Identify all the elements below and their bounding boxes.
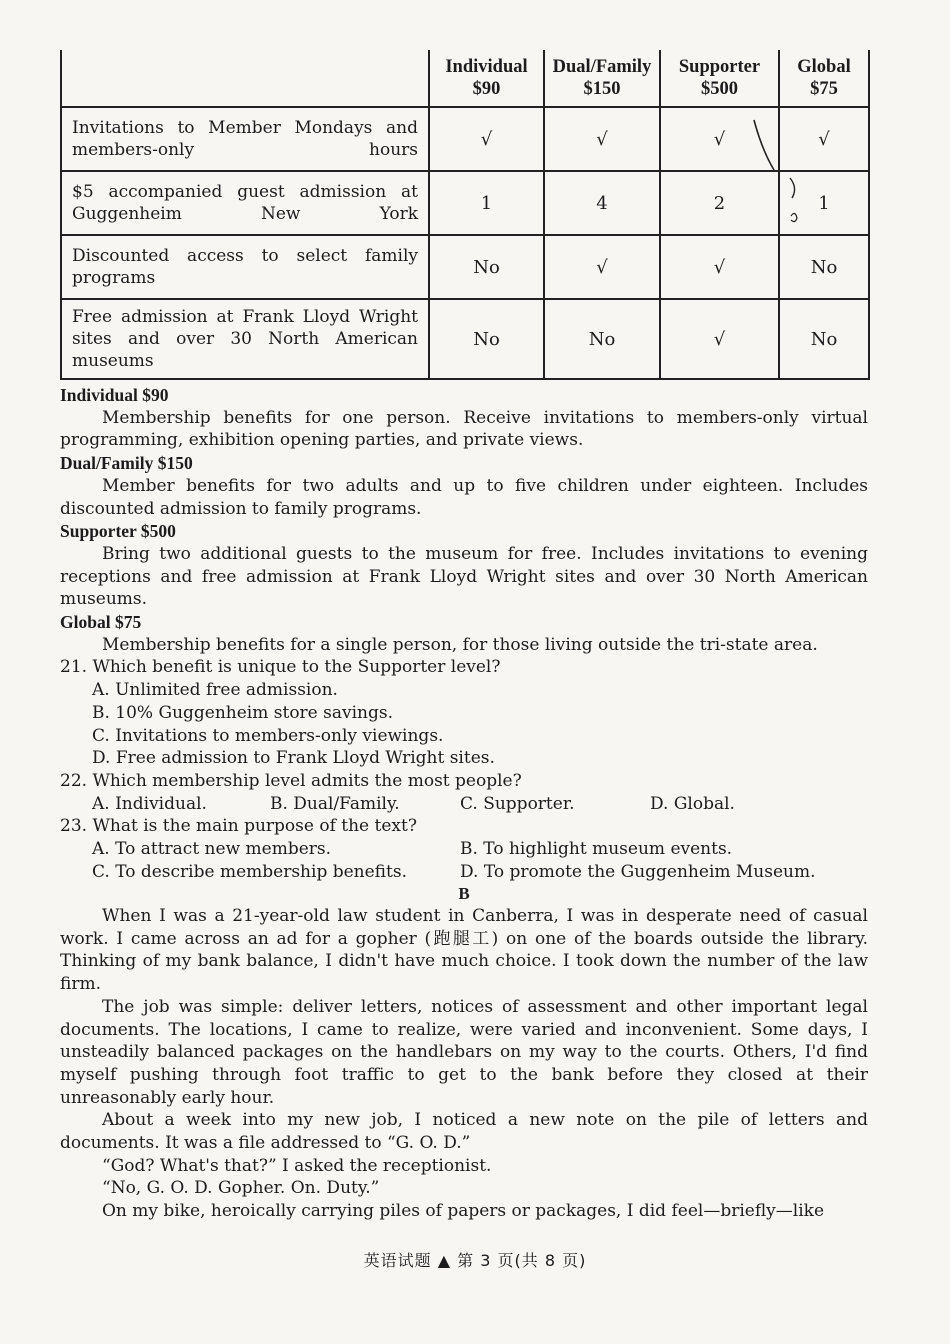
question-23 [60,815,868,883]
value-cell: 1 [779,171,869,235]
value-cell: No [429,235,544,299]
value-cell: No [544,299,660,379]
value-cell: √ [660,107,779,171]
option-d: D. Free admission to Frank Lloyd Wright sites. [92,748,495,769]
feature-cell: Free admission at Frank Lloyd Wright sites and over 30 North American museums [61,299,429,379]
table-row [61,107,869,171]
story-paragraph: The job was simple: deliver letters, notices of assessment and other important legal documents. The locations, I came to realize, were varied and inconvenient. Some days, I unsteadily balanced packages on the handlebars on my way to the courts. Others, I'd find myself pushing through foot traffic to get to the bank before they closed at their unreasonably early hour. [60,996,868,1108]
table-row [61,299,869,379]
value-cell: √ [660,235,779,299]
story-passage [60,905,868,1223]
value-cell: 4 [544,171,660,235]
value-cell: √ [429,107,544,171]
value-cell: No [779,299,869,379]
option-d: D. Global. [650,793,735,814]
value-cell: √ [544,107,660,171]
option-c: C. Invitations to members-only viewings. [92,725,444,746]
value-cell: √ [660,299,779,379]
option-a: A. To attract new members. [92,839,332,860]
header-dual-family: Dual/Family $150 [544,50,660,107]
value-cell: No [429,299,544,379]
story-paragraph: About a week into my new job, I noticed a new note on the pile of letters and documents. It was a file addressed to “G. O. D.” [60,1110,868,1154]
value-cell: 1 [429,171,544,235]
question-stem: 21. Which benefit is unique to the Supporter level? [60,657,501,678]
option-c: C. Supporter. [460,793,575,814]
level-description: Membership benefits for a single person, for those living outside the tri-state area. [102,634,818,655]
option-a: A. Individual. [92,793,207,814]
feature-cell: Invitations to Member Mondays and members-only hours [61,107,429,171]
level-description: Bring two additional guests to the museum for free. Includes invitations to evening receptions and free admission at Frank Lloyd Wright sites and over 30 North American museums. [60,543,868,610]
header-empty-cell [61,50,429,107]
level-title: Dual/Family $150 [60,453,193,474]
value-cell: 2 [660,171,779,235]
header-supporter: Supporter $500 [660,50,779,107]
membership-table [60,50,870,380]
membership-table-container [60,50,868,380]
question-stem: 22. Which membership level admits the most people? [60,770,522,791]
options-row [60,861,868,884]
section-heading-b: B [458,884,470,904]
option-a: A. Unlimited free admission. [92,680,338,701]
feature-cell: $5 accompanied guest admission at Guggenheim New York [61,171,429,235]
level-title: Global $75 [60,612,142,633]
story-paragraph: When I was a 21-year-old law student in Canberra, I was in desperate need of casual work. I came across an ad for a gopher (跑腿工) on one of the boards outside the library. Thinking of my bank balance, I didn't have much choice. I took down the number of the law firm. [60,906,868,995]
options-row [60,838,868,861]
options-row [60,793,868,816]
question-stem: 23. What is the main purpose of the text? [60,816,417,837]
header-individual: Individual $90 [429,50,544,107]
story-paragraph: “No, G. O. D. Gopher. On. Duty.” [102,1178,380,1199]
question-21 [60,656,868,770]
option-c: C. To describe membership benefits. [92,861,407,882]
table-row [61,171,869,235]
level-title: Individual $90 [60,385,169,405]
option-b: B. 10% Guggenheim store savings. [92,702,394,723]
value-cell: √ [779,107,869,171]
question-22 [60,770,868,815]
option-b: B. Dual/Family. [270,793,400,814]
table-header-row [61,50,869,107]
membership-descriptions [60,384,868,906]
option-b: B. To highlight museum events. [460,839,733,860]
page-footer: 英语试题 ▲ 第 3 页(共 8 页) [363,1251,587,1270]
option-d: D. To promote the Guggenheim Museum. [460,861,816,882]
table-row [61,235,869,299]
level-description: Member benefits for two adults and up to five children under eighteen. Includes discounted admission to family programs. [60,475,868,519]
header-global: Global $75 [779,50,869,107]
value-cell: √ [544,235,660,299]
story-paragraph: On my bike, heroically carrying piles of papers or packages, I did feel—briefly—like [102,1201,825,1222]
value-cell: No [779,235,869,299]
feature-cell: Discounted access to select family programs [61,235,429,299]
level-description: Membership benefits for one person. Receive invitations to members-only virtual programming, exhibition opening parties, and private views. [60,407,868,451]
story-paragraph: “God? What's that?” I asked the receptionist. [102,1155,492,1176]
level-title: Supporter $500 [60,521,176,542]
